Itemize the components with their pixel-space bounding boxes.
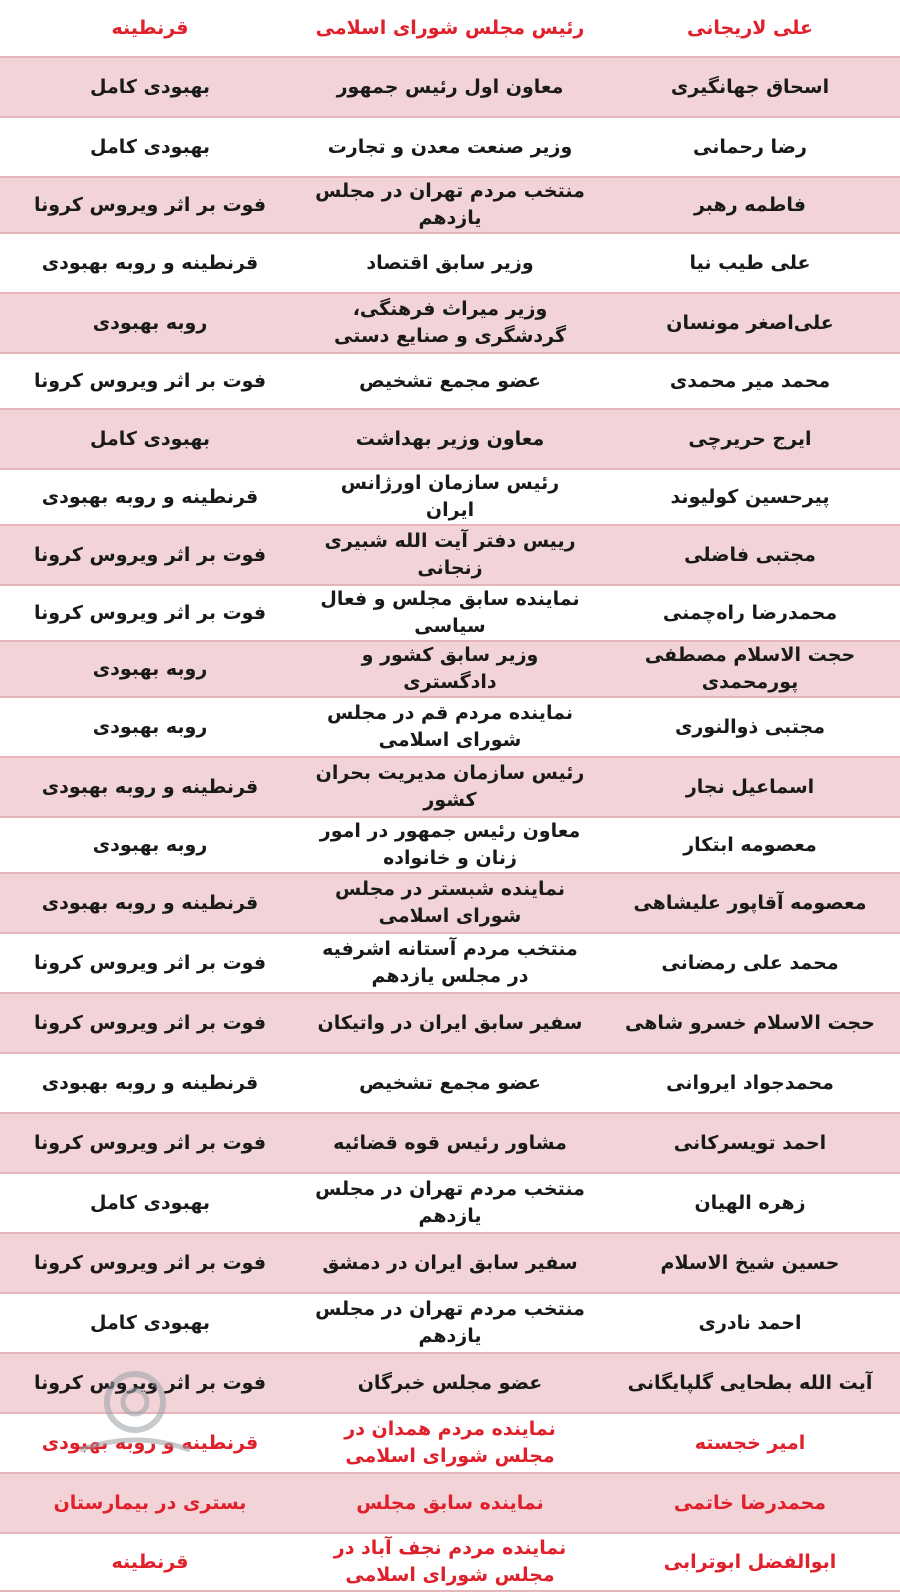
role-cell: معاون اول رئیس جمهور <box>300 57 600 117</box>
name-cell: آیت الله بطحایی گلپایگانی <box>600 1353 900 1413</box>
table-row <box>0 933 900 993</box>
status-cell: قرنطینه و روبه بهبودی <box>0 233 300 293</box>
name-cell: زهره الهیان <box>600 1173 900 1233</box>
role-cell: منتخب مردم تهران در مجلس یازدهم <box>300 1293 600 1353</box>
status-cell: قرنطینه <box>0 1533 300 1591</box>
status-cell: بهبودی کامل <box>0 409 300 469</box>
role-cell: وزیر سابق کشور و دادگستری <box>300 641 600 697</box>
name-cell: معصومه ابتکار <box>600 817 900 873</box>
status-cell: قرنطینه و روبه بهبودی <box>0 469 300 525</box>
status-cell: قرنطینه و روبه بهبودی <box>0 1053 300 1113</box>
role-cell: رییس دفتر آیت الله شبیری زنجانی <box>300 525 600 585</box>
name-cell: حجت الاسلام خسرو شاهی <box>600 993 900 1053</box>
role-cell: معاون رئیس جمهور در امور زنان و خانواده <box>300 817 600 873</box>
status-cell: فوت بر اثر ویروس کرونا <box>0 1113 300 1173</box>
name-cell: محمدجواد ایروانی <box>600 1053 900 1113</box>
status-cell: قرنطینه و روبه بهبودی <box>0 757 300 817</box>
status-cell: بهبودی کامل <box>0 117 300 177</box>
name-cell: اسحاق جهانگیری <box>600 57 900 117</box>
role-cell: وزیر سابق اقتصاد <box>300 233 600 293</box>
table-row <box>0 1173 900 1233</box>
role-cell: رئیس سازمان مدیریت بحران کشور <box>300 757 600 817</box>
status-cell: فوت بر اثر ویروس کرونا <box>0 585 300 641</box>
name-cell: حسین شیخ الاسلام <box>600 1233 900 1293</box>
table-row <box>0 353 900 409</box>
table-row <box>0 409 900 469</box>
status-cell: روبه بهبودی <box>0 817 300 873</box>
status-cell: بهبودی کامل <box>0 1173 300 1233</box>
table-row <box>0 117 900 177</box>
role-cell: نماینده مردم همدان در مجلس شورای اسلامی <box>300 1413 600 1473</box>
name-cell: مجتبی فاضلی <box>600 525 900 585</box>
status-cell: فوت بر اثر ویروس کرونا <box>0 177 300 233</box>
table-row <box>0 757 900 817</box>
table-row <box>0 641 900 697</box>
table-row <box>0 177 900 233</box>
role-cell: نماینده سابق مجلس <box>300 1473 600 1533</box>
status-cell: فوت بر اثر ویروس کرونا <box>0 353 300 409</box>
role-cell: نماینده مردم نجف آباد در مجلس شورای اسلامی <box>300 1533 600 1591</box>
role-cell: سفیر سابق ایران در دمشق <box>300 1233 600 1293</box>
name-cell: اسماعیل نجار <box>600 757 900 817</box>
name-cell: رضا رحمانی <box>600 117 900 177</box>
table-row <box>0 993 900 1053</box>
name-cell: معصومه آقاپور علیشاهی <box>600 873 900 933</box>
role-cell: رئیس سازمان اورژانس ایران <box>300 469 600 525</box>
role-cell: وزیر میراث فرهنگی، گردشگری و صنایع دستی <box>300 293 600 353</box>
table-row <box>0 1053 900 1113</box>
table-row <box>0 233 900 293</box>
status-cell: فوت بر اثر ویروس کرونا <box>0 525 300 585</box>
name-cell: فاطمه رهبر <box>600 177 900 233</box>
header-status-cell: قرنطینه <box>0 0 300 57</box>
role-cell: سفیر سابق ایران در واتیکان <box>300 993 600 1053</box>
name-cell: احمد نادری <box>600 1293 900 1353</box>
name-cell: حجت الاسلام مصطفی پورمحمدی <box>600 641 900 697</box>
name-cell: ابوالفضل ابوترابی <box>600 1533 900 1591</box>
name-cell: محمدرضا خاتمی <box>600 1473 900 1533</box>
table-row <box>0 585 900 641</box>
role-cell: عضو مجمع تشخیص <box>300 353 600 409</box>
table-row <box>0 1473 900 1533</box>
table-row <box>0 873 900 933</box>
status-cell: فوت بر اثر ویروس کرونا <box>0 933 300 993</box>
header-name-cell: علی لاریجانی <box>600 0 900 57</box>
table-row <box>0 817 900 873</box>
table-row <box>0 1233 900 1293</box>
role-cell: عضو مجمع تشخیص <box>300 1053 600 1113</box>
table-row <box>0 697 900 757</box>
news-agency-watermark-logo <box>60 1360 210 1470</box>
status-cell: قرنطینه و روبه بهبودی <box>0 873 300 933</box>
role-cell: منتخب مردم تهران در مجلس یازدهم <box>300 177 600 233</box>
name-cell: امیر خجسته <box>600 1413 900 1473</box>
role-cell: مشاور رئیس قوه قضائیه <box>300 1113 600 1173</box>
status-cell: روبه بهبودی <box>0 641 300 697</box>
table-row <box>0 1533 900 1591</box>
status-cell: فوت بر اثر ویروس کرونا <box>0 1353 300 1413</box>
status-cell: بستری در بیمارستان <box>0 1473 300 1533</box>
name-cell: احمد تویسرکانی <box>600 1113 900 1173</box>
header-role-cell: رئیس مجلس شورای اسلامی <box>300 0 600 57</box>
role-cell: عضو مجلس خبرگان <box>300 1353 600 1413</box>
role-cell: نماینده مردم قم در مجلس شورای اسلامی <box>300 697 600 757</box>
role-cell: وزیر صنعت معدن و تجارت <box>300 117 600 177</box>
status-cell: روبه بهبودی <box>0 293 300 353</box>
table-row <box>0 1113 900 1173</box>
table-row <box>0 469 900 525</box>
name-cell: علی‌اصغر مونسان <box>600 293 900 353</box>
name-cell: محمدرضا راه‌چمنی <box>600 585 900 641</box>
role-cell: منتخب مردم آستانه اشرفیه در مجلس یازدهم <box>300 933 600 993</box>
name-cell: ایرج حریرچی <box>600 409 900 469</box>
status-cell: روبه بهبودی <box>0 697 300 757</box>
name-cell: مجتبی ذوالنوری <box>600 697 900 757</box>
table-row <box>0 57 900 117</box>
status-cell: فوت بر اثر ویروس کرونا <box>0 993 300 1053</box>
name-cell: محمد میر محمدی <box>600 353 900 409</box>
role-cell: معاون وزیر بهداشت <box>300 409 600 469</box>
status-cell: بهبودی کامل <box>0 1293 300 1353</box>
status-cell: بهبودی کامل <box>0 57 300 117</box>
table-row <box>0 293 900 353</box>
role-cell: منتخب مردم تهران در مجلس یازدهم <box>300 1173 600 1233</box>
name-cell: پیرحسین کولیوند <box>600 469 900 525</box>
name-cell: محمد علی رمضانی <box>600 933 900 993</box>
table-header-row <box>0 0 900 57</box>
role-cell: نماینده شبستر در مجلس شورای اسلامی <box>300 873 600 933</box>
status-cell: قرنطینه و روبه بهبودی <box>0 1413 300 1473</box>
status-cell: فوت بر اثر ویروس کرونا <box>0 1233 300 1293</box>
table-row <box>0 525 900 585</box>
role-cell: نماینده سابق مجلس و فعال سیاسی <box>300 585 600 641</box>
table-row <box>0 1293 900 1353</box>
name-cell: علی طیب نیا <box>600 233 900 293</box>
